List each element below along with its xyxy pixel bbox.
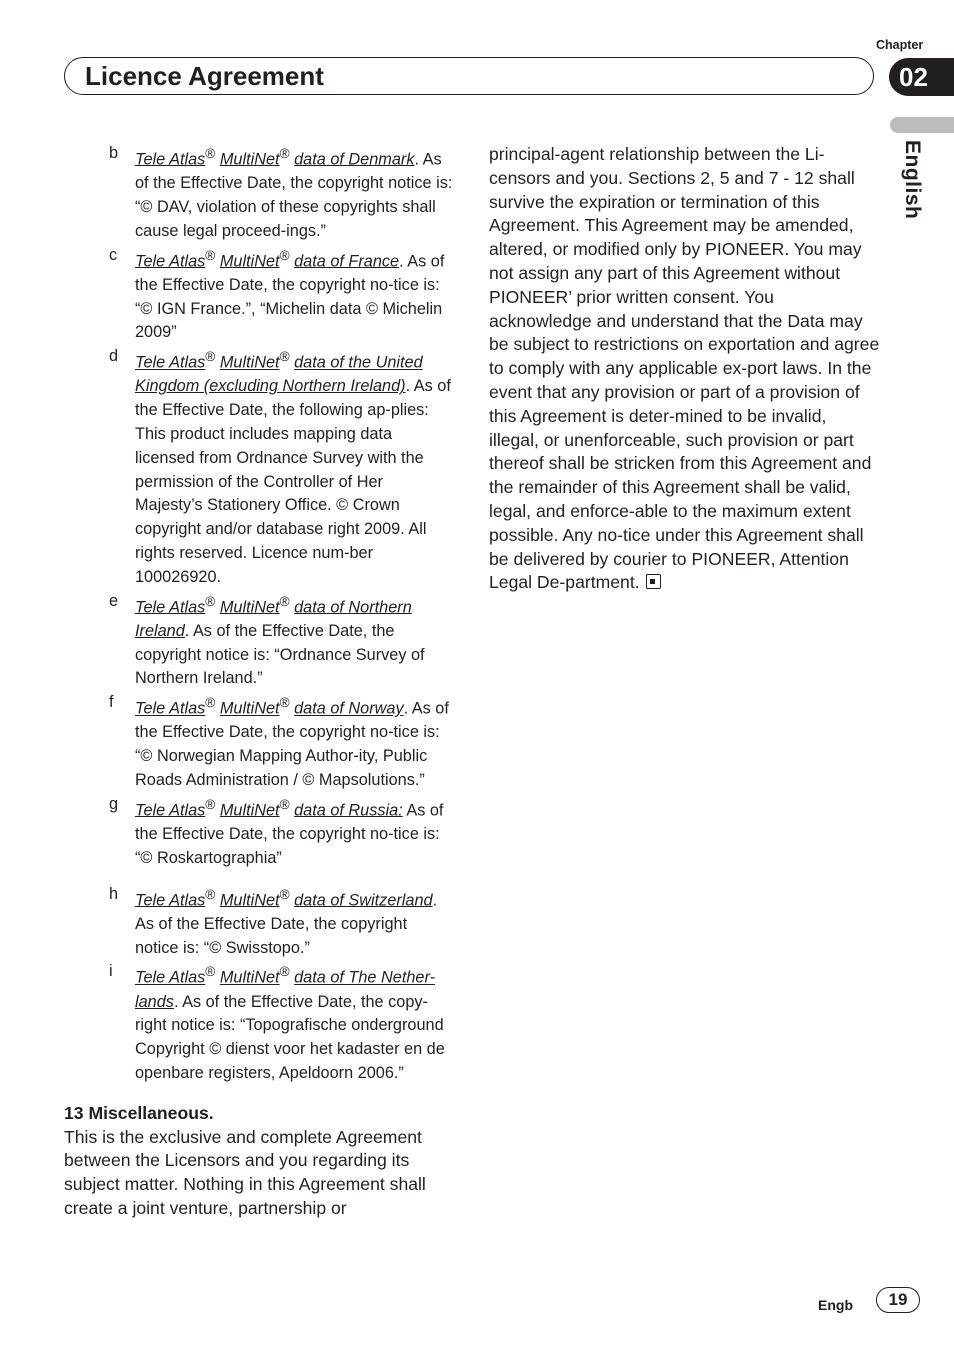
item-letter: b [109, 144, 119, 162]
multinet-label: MultiNet [219, 252, 280, 271]
section-text: This is the exclusive and complete Agreement between the Licensors and you regarding its subject matter. Nothing in this Agreement shall create a joint venture, partnership or [64, 1126, 426, 1219]
item-letter: g [109, 794, 119, 813]
tele-atlas-label: Tele Atlas [135, 699, 206, 718]
licence-item [64, 960, 454, 1085]
registered-mark: ® [205, 695, 216, 711]
registered-mark: ® [205, 593, 216, 609]
multinet-label: MultiNet [219, 353, 280, 372]
item-body [135, 793, 454, 871]
item-text: . As of the Effective Date, the following ap-plies: This product includes mapping data licensed from Ordnance Survey with the permission of the Controller of Her Majesty’s Stationery Office. © Crown copyright and/or database right 2009. All rights reserved. Licence num-ber 100026920. [135, 377, 451, 586]
tele-atlas-label: Tele Atlas [135, 353, 206, 372]
multinet-label: MultiNet [219, 598, 280, 617]
registered-mark: ® [205, 886, 216, 902]
item-body [135, 142, 454, 244]
language-tab [890, 117, 954, 133]
item-text: . As of the Effective Date, the copyright notice is: “© DAV, violation of these copyrights shall cause legal proceed-ings.” [135, 150, 453, 240]
data-source-link: data of Norway [294, 699, 404, 718]
end-mark-icon [646, 574, 661, 589]
right-column-text: principal-agent relationship between the Li-censors and you. Sections 2, 5 and 7 - 12 shall survive the expiration or termination of this Agreement. This Agreement may be amended, altered, or modified only by PIONEER. You may not assign any part of this Agreement without PIONEER’ prior written consent. You acknowledge and understand that the Data may be subject to restrictions on exportation and agree to comply with any applicable ex-port laws. In the event that any provision or part of a provision of this Agreement is deter-mined to be invalid, illegal, or unenforceable, such provision or part thereof shall be stricken from this Agreement and the remainder of this Agreement shall be valid, legal, and enforce-able to the maximum extent possible. Any no-tice under this Agreement shall be delivered by courier to PIONEER, Attention Legal De-partment. [489, 144, 880, 593]
licence-item [64, 883, 454, 961]
licence-item [64, 142, 454, 244]
item-body [135, 590, 454, 692]
item-text: . As of the Effective Date, the copy-right notice is: “Topografische onderground Copyright © dienst voor het kadaster en de openbare registers, Apeldoorn 2006.” [135, 992, 445, 1083]
item-letter: i [109, 962, 113, 981]
tele-atlas-label: Tele Atlas [135, 968, 206, 987]
multinet-label: MultiNet [219, 968, 280, 987]
data-source-link: data of Russia: [294, 801, 403, 820]
item-body [135, 244, 454, 346]
tele-atlas-label: Tele Atlas [135, 891, 206, 910]
data-source-link: data of Northern Ireland [135, 598, 412, 640]
data-source-link: data of the United Kingdom (excluding Northern Ireland) [135, 353, 423, 396]
registered-mark: ® [205, 964, 216, 980]
tele-atlas-label: Tele Atlas [135, 801, 206, 820]
multinet-label: MultiNet [219, 891, 280, 910]
data-source-link: data of France [294, 252, 400, 271]
chapter-number-tab: 02 [889, 58, 954, 96]
item-letter: h [109, 884, 119, 903]
item-body [135, 960, 454, 1085]
registered-mark: ® [279, 695, 290, 711]
registered-mark: ® [279, 886, 290, 902]
registered-mark: ® [279, 247, 290, 263]
item-text: . As of the Effective Date, the copyright notice is: “© Swisstopo.” [135, 891, 438, 957]
title-bar [64, 57, 874, 95]
licence-item [64, 590, 454, 692]
page-title: Licence Agreement [85, 61, 324, 91]
item-text: . As of the Effective Date, the copyright no-tice is: “© Norwegian Mapping Author-ity, Public Roads Administration / © Mapsolutions.” [135, 699, 449, 790]
item-letter: d [109, 347, 119, 366]
item-text: . As of the Effective Date, the copyright notice is: “Ordnance Survey of Northern Ireland.” [135, 621, 425, 688]
licence-item [64, 244, 454, 346]
registered-mark: ® [205, 146, 216, 161]
chapter-label: Chapter [876, 38, 924, 52]
item-letter: c [109, 245, 118, 264]
tele-atlas-label: Tele Atlas [135, 598, 206, 617]
right-column [489, 143, 881, 595]
item-body [135, 691, 454, 793]
data-source-link: data of Denmark [294, 150, 415, 169]
licence-item [64, 691, 454, 793]
item-body [135, 883, 454, 961]
registered-mark: ® [279, 796, 290, 812]
language-label: English [901, 140, 924, 220]
registered-mark: ® [205, 349, 216, 365]
item-letter: e [109, 591, 119, 610]
data-source-link: data of Switzerland [294, 891, 433, 910]
registered-mark: ® [279, 964, 290, 980]
multinet-label: MultiNet [219, 150, 280, 169]
tele-atlas-label: Tele Atlas [135, 252, 206, 271]
section-heading: 13 Miscellaneous. [64, 1102, 214, 1123]
licence-item [64, 345, 454, 589]
licence-item-list [64, 142, 454, 1086]
footer-language-code: Engb [818, 1297, 853, 1313]
data-source-link: data of The Nether-lands [135, 968, 435, 1011]
multinet-label: MultiNet [219, 699, 280, 718]
multinet-label: MultiNet [219, 801, 280, 820]
registered-mark: ® [279, 146, 290, 161]
left-column [64, 142, 454, 1221]
registered-mark: ® [279, 349, 290, 365]
registered-mark: ® [279, 593, 290, 609]
item-body [135, 345, 454, 589]
item-text: As of the Effective Date, the copyright no-tice is: “© Roskartographia” [135, 801, 444, 867]
registered-mark: ® [205, 796, 216, 812]
registered-mark: ® [205, 247, 216, 263]
licence-item [64, 793, 454, 871]
item-letter: f [109, 693, 114, 712]
tele-atlas-label: Tele Atlas [135, 150, 206, 169]
item-text: . As of the Effective Date, the copyright no-tice is: “© IGN France.”, “Michelin data © Michelin 2009” [135, 252, 445, 342]
page-number: 19 [876, 1287, 920, 1313]
